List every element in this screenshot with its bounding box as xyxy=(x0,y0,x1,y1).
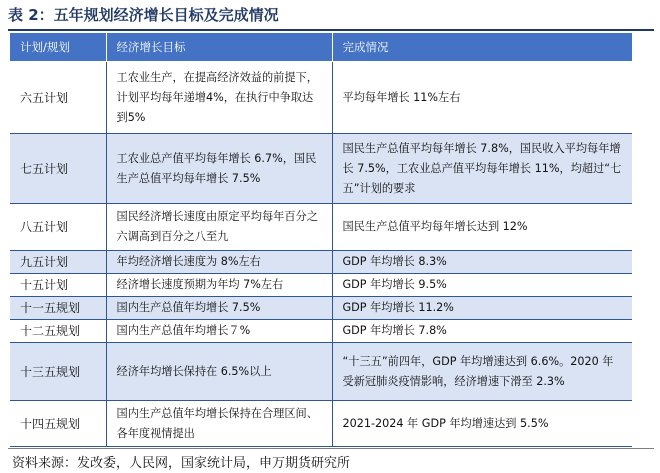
target-cell: 国内生产总值年均增长 7.5% xyxy=(106,297,332,320)
plan-growth-table xyxy=(10,33,632,447)
plan-cell: 七五计划 xyxy=(10,134,106,204)
target-cell: 年均经济增长速度为 8%左右 xyxy=(106,251,332,274)
table-row xyxy=(10,62,632,134)
plan-cell: 八五计划 xyxy=(10,204,106,251)
table-row xyxy=(10,274,632,297)
table-title: 表 2：五年规划经济增长目标及完成情况 xyxy=(8,6,279,24)
result-cell: 平均每年增长 11%左右 xyxy=(332,62,632,134)
result-cell: GDP 年均增长 9.5% xyxy=(332,274,632,297)
table-row xyxy=(10,134,632,204)
table-row xyxy=(10,251,632,274)
plan-cell: 十一五规划 xyxy=(10,297,106,320)
plan-cell: 十二五规划 xyxy=(10,320,106,343)
result-cell: GDP 年均增长 11.2% xyxy=(332,297,632,320)
target-cell: 经济年均增长保持在 6.5%以上 xyxy=(106,343,332,401)
table-row xyxy=(10,320,632,343)
header-result: 完成情况 xyxy=(332,33,632,62)
table-row xyxy=(10,343,632,401)
result-cell: GDP 年均增长 8.3% xyxy=(332,251,632,274)
title-divider xyxy=(8,29,654,31)
table-header-row xyxy=(10,33,632,62)
target-cell: 工农业总产值平均每年增长 6.7%，国民生产总值平均每年增长 7.5% xyxy=(106,134,332,204)
table-row xyxy=(10,401,632,447)
target-cell: 国民经济增长速度由原定平均每年百分之六调高到百分之八至九 xyxy=(106,204,332,251)
plan-cell: 十四五规划 xyxy=(10,401,106,447)
plan-cell: 九五计划 xyxy=(10,251,106,274)
result-cell: 国民生产总值平均每年增长 7.8%，国民收入平均每年增长 7.5%，工农业总产值平均每年增长 11%，均超过“七五”计划的要求 xyxy=(332,134,632,204)
result-cell: GDP 年均增长 7.8% xyxy=(332,320,632,343)
target-cell: 经济增长速度预期为年均 7%左右 xyxy=(106,274,332,297)
header-plan: 计划/规划 xyxy=(10,33,106,62)
header-target: 经济增长目标 xyxy=(106,33,332,62)
result-cell: 2021-2024 年 GDP 年均增速达到 5.5% xyxy=(332,401,632,447)
target-cell: 国内生产总值年均增长保持在合理区间、各年度视情提出 xyxy=(106,401,332,447)
plan-cell: 十三五规划 xyxy=(10,343,106,401)
table-row xyxy=(10,204,632,251)
source-note: 资料来源：发改委，人民网，国家统计局，申万期货研究所 xyxy=(12,456,351,471)
source-divider xyxy=(8,448,654,449)
target-cell: 国内生产总值年均增长７% xyxy=(106,320,332,343)
table-row xyxy=(10,297,632,320)
plan-cell: 六五计划 xyxy=(10,62,106,134)
plan-cell: 十五计划 xyxy=(10,274,106,297)
result-cell: 国民生产总值平均每年增长达到 12% xyxy=(332,204,632,251)
target-cell: 工农业生产，在提高经济效益的前提下，计划平均每年递增4%，在执行中争取达到5% xyxy=(106,62,332,134)
result-cell: “十三五”前四年，GDP 年均增速达到 6.6%。2020 年受新冠肺炎疫情影响，经济增速下滑至 2.3% xyxy=(332,343,632,401)
